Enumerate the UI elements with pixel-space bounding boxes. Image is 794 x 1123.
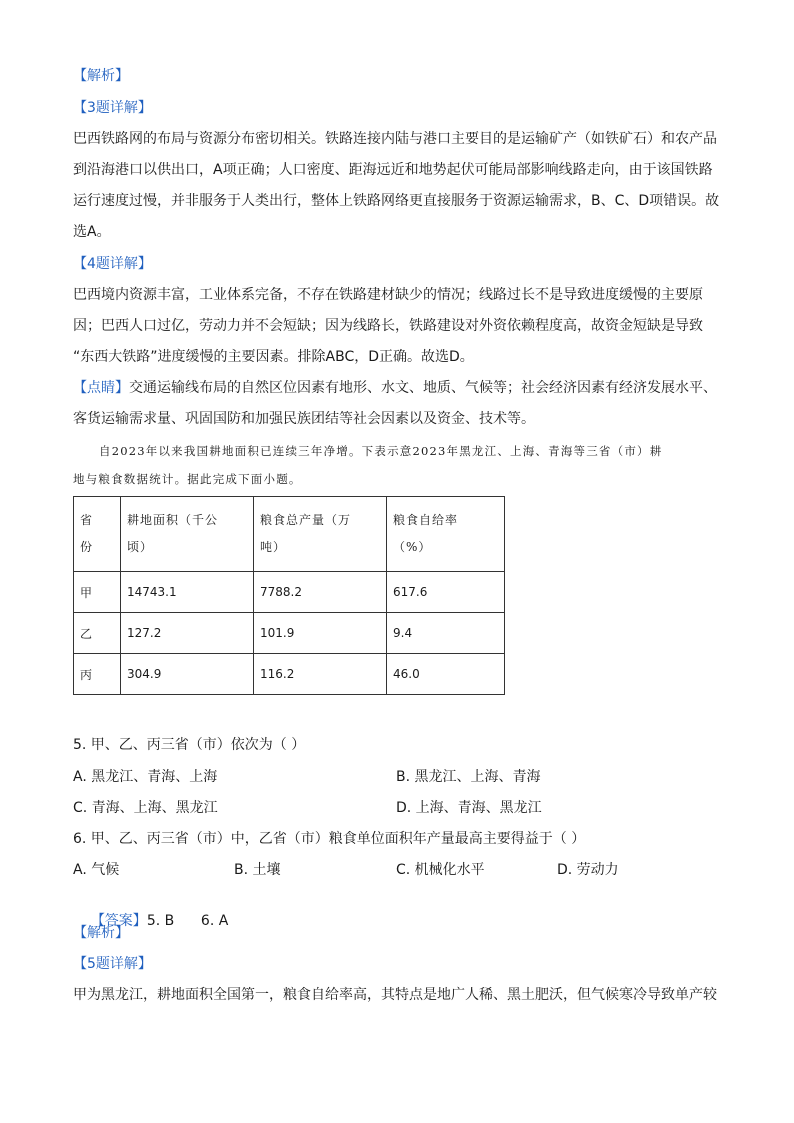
- table-cell: 617.6: [387, 572, 505, 613]
- q3-text-line: 运行速度过慢，并非服务于人类出行，整体上铁路网络更直接服务于资源运输需求，B、C、D项错误。故: [73, 193, 720, 209]
- q4-text-line: “东西大铁路”进度缓慢的主要因素。排除ABC，D正确。故选D。: [73, 349, 474, 365]
- data-table: [73, 496, 505, 695]
- table-row: [74, 654, 505, 695]
- answer-text: 5. B 6. A: [146, 913, 229, 929]
- table-header-cell: 粮食总产量（万 吨）: [254, 497, 387, 572]
- table-cell: 127.2: [121, 613, 254, 654]
- q5-option-a: A. 黑龙江、青海、上海: [73, 769, 218, 785]
- table-cell: 7788.2: [254, 572, 387, 613]
- q4-detail-tag: 【4题详解】: [73, 256, 152, 272]
- table-header-cell: 粮食自给率 （%）: [387, 497, 505, 572]
- table-cell: 甲: [74, 572, 121, 613]
- table-row: [74, 613, 505, 654]
- q4-text-line: 巴西境内资源丰富，工业体系完备，不存在铁路建材缺少的情况；线路过长不是导致进度缓慢的主要原: [73, 287, 703, 303]
- q6-option-a: A. 气候: [73, 862, 120, 878]
- q5-detail-tag: 【5题详解】: [73, 956, 152, 972]
- intro-line: 自2023年以来我国耕地面积已连续三年净增。下表示意2023年黑龙江、上海、青海等三省（市）耕: [99, 444, 663, 458]
- q5-text-line: 甲为黑龙江，耕地面积全国第一，粮食自给率高，其特点是地广人稀、黑土肥沃，但气候寒冷导致单产较: [73, 987, 717, 1003]
- q3-text-line: 巴西铁路网的布局与资源分布密切相关。铁路连接内陆与港口主要目的是运输矿产（如铁矿石）和农产品: [73, 131, 717, 147]
- table-row: [74, 572, 505, 613]
- q5-option-d: D. 上海、青海、黑龙江: [396, 800, 542, 816]
- table-cell: 46.0: [387, 654, 505, 695]
- analysis-tag-2: 【解析】: [73, 925, 129, 941]
- dianjing-tag: 【点睛】: [73, 380, 129, 396]
- q5-option-c: C. 青海、上海、黑龙江: [73, 800, 218, 816]
- q6-stem: 6. 甲、乙、丙三省（市）中，乙省（市）粮食单位面积年产量最高主要得益于（ ）: [73, 831, 586, 847]
- answer-line: [73, 891, 728, 951]
- table-cell: 304.9: [121, 654, 254, 695]
- table-cell: 101.9: [254, 613, 387, 654]
- table-header-cell: 耕地面积（千公 顷）: [121, 497, 254, 572]
- q3-text-line: 选A。: [73, 224, 111, 240]
- q4-text-line: 因；巴西人口过亿，劳动力并不会短缺；因为线路长，铁路建设对外资依赖程度高，故资金短缺是导致: [73, 318, 703, 334]
- q6-option-d: D. 劳动力: [557, 862, 619, 878]
- table-cell: 14743.1: [121, 572, 254, 613]
- q5-option-b: B. 黑龙江、上海、青海: [396, 769, 541, 785]
- answer-tag: 【答案】: [90, 913, 147, 929]
- q6-option-b: B. 土壤: [234, 862, 281, 878]
- q3-detail-tag: 【3题详解】: [73, 100, 152, 116]
- table-cell: 乙: [74, 613, 121, 654]
- intro-line: 地与粮食数据统计。据此完成下面小题。: [73, 472, 302, 486]
- table-cell: 9.4: [387, 613, 505, 654]
- dianjing-line-2: 客货运输需求量、巩固国防和加强民族团结等社会因素以及资金、技术等。: [73, 411, 535, 427]
- table-header-cell: 省 份: [74, 497, 121, 572]
- table-header-row: [74, 497, 505, 572]
- table-cell: 丙: [74, 654, 121, 695]
- dianjing-text: 交通运输线布局的自然区位因素有地形、水文、地质、气候等；社会经济因素有经济发展水平、: [129, 380, 717, 396]
- q5-stem: 5. 甲、乙、丙三省（市）依次为（ ）: [73, 737, 306, 753]
- q6-option-c: C. 机械化水平: [396, 862, 485, 878]
- table-cell: 116.2: [254, 654, 387, 695]
- dianjing-line: [73, 378, 728, 398]
- analysis-tag: 【解析】: [73, 68, 129, 84]
- q3-text-line: 到沿海港口以供出口，A项正确；人口密度、距海远近和地势起伏可能局部影响线路走向，由于该国铁路: [73, 162, 713, 178]
